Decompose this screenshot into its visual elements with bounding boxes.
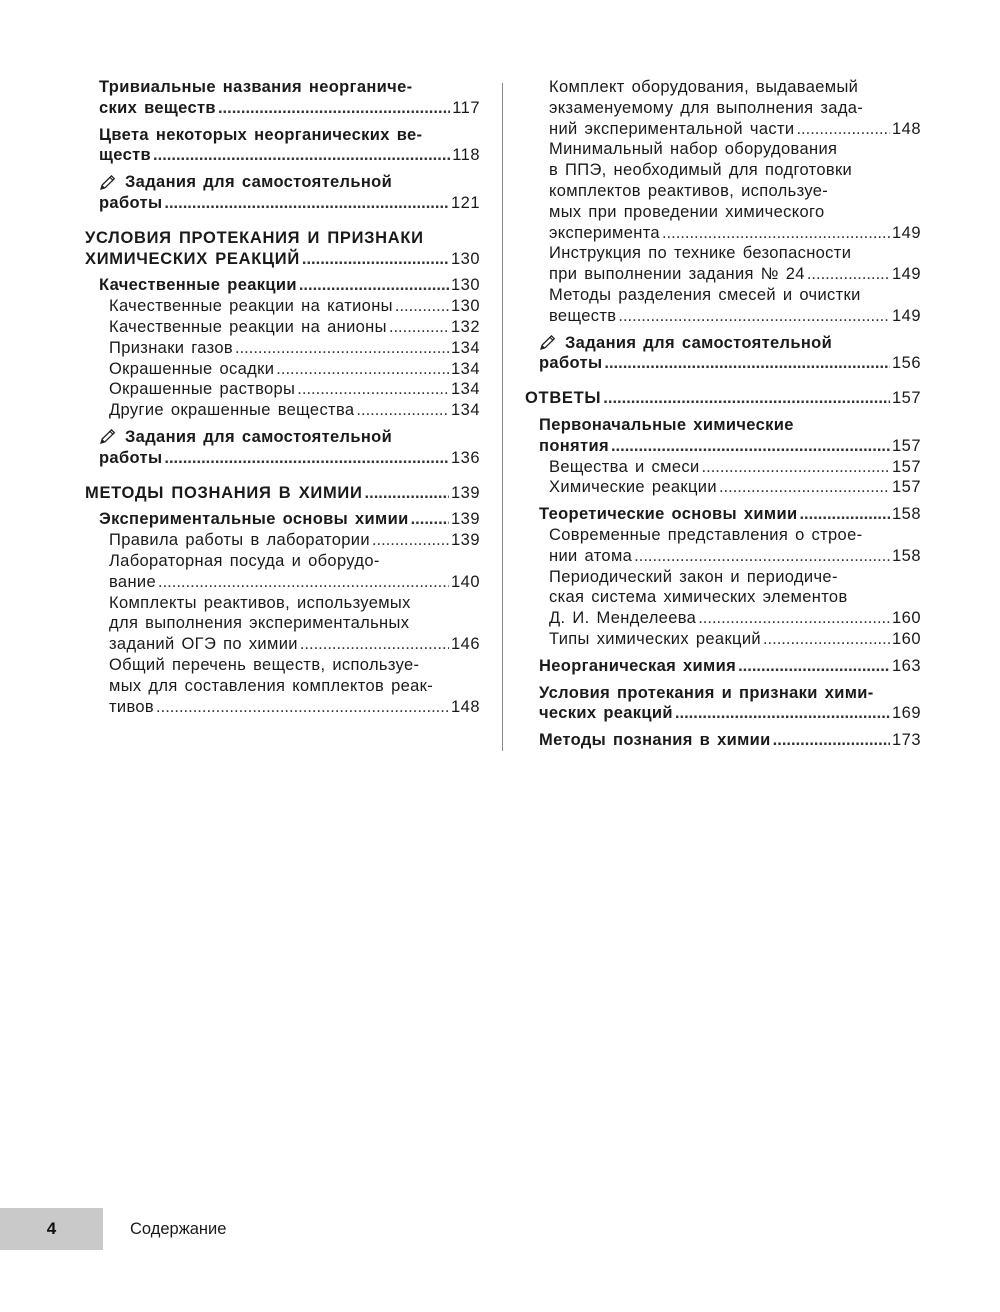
toc-entry-level-1[interactable] — [85, 275, 480, 296]
toc-entry-text: работы — [539, 354, 603, 373]
dot-leader — [763, 629, 890, 650]
toc-entry-text: МЕТОДЫ ПОЗНАНИЯ В ХИМИИ — [85, 483, 363, 502]
toc-entry-text: Условия протекания и признаки хими- — [539, 683, 874, 702]
dot-leader — [158, 572, 449, 593]
toc-page-number: 118 — [452, 146, 480, 165]
toc-entry-text: ХИМИЧЕСКИХ РЕАКЦИЙ — [85, 249, 300, 268]
page-number: 4 — [46, 1219, 57, 1238]
toc-entry-text: веществ — [549, 306, 617, 325]
toc-entry-level-1[interactable] — [525, 656, 921, 677]
dot-leader — [164, 193, 449, 214]
toc-task-entry[interactable] — [85, 427, 480, 469]
toc-task-entry[interactable] — [525, 333, 921, 375]
dot-leader — [738, 656, 890, 677]
toc-page-number: 157 — [891, 436, 921, 455]
dot-leader — [675, 703, 890, 724]
toc-entry-level-2[interactable] — [85, 379, 480, 400]
toc-entry-text: для выполнения экспериментальных — [109, 614, 410, 633]
toc-entry-text: ществ — [99, 146, 152, 165]
toc-page-number: 132 — [450, 317, 480, 336]
dot-leader — [218, 98, 450, 119]
toc-entry-text: Тривиальные названия неорганиче- — [99, 78, 413, 96]
toc-entry-text: тивов — [109, 697, 155, 716]
dot-leader — [807, 264, 890, 285]
dot-leader — [618, 306, 890, 327]
dot-leader — [164, 448, 449, 469]
toc-entry-level-2[interactable] — [85, 296, 480, 317]
toc-entry-text: Химические реакции — [549, 478, 717, 497]
toc-entry-level-2[interactable] — [85, 400, 480, 421]
toc-entry-text: комплектов реактивов, используе- — [549, 181, 829, 200]
dot-leader — [799, 504, 890, 525]
dot-leader — [604, 353, 890, 374]
toc-entry-text: ская система химических элементов — [549, 588, 848, 607]
toc-entry-level-2[interactable] — [525, 457, 921, 478]
toc-page-number: 157 — [891, 478, 921, 497]
toc-entry-level-2[interactable] — [525, 477, 921, 498]
toc-entry-text: Признаки газов — [109, 338, 233, 357]
toc-entry-text: Окрашенные осадки — [109, 359, 275, 378]
dot-leader — [300, 634, 449, 655]
dot-leader — [702, 457, 890, 478]
toc-page-number: 139 — [450, 510, 480, 529]
toc-entry-text: Минимальный набор оборудования — [549, 140, 838, 159]
dot-leader — [299, 275, 449, 296]
toc-page-number: 140 — [450, 572, 480, 591]
pencil-icon — [539, 335, 557, 351]
toc-entry-text: Методы разделения смесей и очистки — [549, 285, 861, 304]
toc-entry-text: при выполнении задания № 24 — [549, 265, 805, 284]
toc-page-number: 130 — [450, 249, 480, 268]
toc-page-number: 148 — [891, 119, 921, 138]
toc-entry-level-2[interactable] — [525, 77, 921, 139]
toc-page-number: 117 — [452, 98, 480, 117]
toc-entry-level-2[interactable] — [525, 567, 921, 629]
toc-page-number: 139 — [450, 483, 480, 502]
toc-entry-level-2[interactable] — [525, 243, 921, 285]
dot-leader — [297, 379, 449, 400]
dot-leader — [603, 388, 890, 409]
toc-entry-level-1[interactable] — [525, 730, 921, 751]
toc-page-number: 134 — [450, 401, 480, 420]
toc-entry-text: Неорганическая химия — [539, 656, 737, 675]
toc-entry-text: понятия — [539, 436, 609, 455]
dot-leader — [662, 223, 890, 244]
toc-entry-level-2[interactable] — [525, 139, 921, 243]
toc-entry-text: Типы химических реакций — [549, 629, 761, 648]
toc-page-number: 157 — [891, 389, 921, 408]
toc-entry-level-1[interactable] — [85, 125, 480, 167]
dot-leader — [276, 359, 449, 380]
toc-page-number: 157 — [891, 457, 921, 476]
toc-page-number: 149 — [891, 306, 921, 325]
toc-entry-level-0[interactable] — [525, 388, 921, 409]
dot-leader — [611, 436, 890, 457]
toc-entry-text: нии атома — [549, 546, 633, 565]
toc-entry-text: Комплект оборудования, выдаваемый — [549, 78, 859, 96]
toc-entry-text: мых при проведении химического — [549, 202, 825, 221]
toc-entry-text: работы — [99, 193, 163, 212]
dot-leader — [719, 477, 890, 498]
toc-left-column — [85, 77, 480, 717]
toc-page-number: 130 — [450, 297, 480, 316]
toc-entry-level-2[interactable] — [85, 530, 480, 551]
toc-entry-text: Первоначальные химические — [539, 415, 794, 434]
toc-entry-text: ний экспериментальной части — [549, 119, 795, 138]
toc-entry-text: Окрашенные растворы — [109, 380, 296, 399]
toc-page-number: 163 — [891, 656, 921, 675]
toc-page-number: 134 — [450, 359, 480, 378]
toc-entry-text: Вещества и смеси — [549, 457, 700, 476]
dot-leader — [395, 296, 449, 317]
toc-entry-level-1[interactable] — [525, 683, 921, 725]
toc-entry-text: Методы познания в химии — [539, 731, 771, 750]
toc-entry-text: мых для составления комплектов реак- — [109, 676, 434, 695]
toc-entry-text: экзаменуемому для выполнения зада- — [549, 98, 864, 117]
toc-entry-text: Правила работы в лаборатории — [109, 531, 370, 550]
toc-entry-text: УСЛОВИЯ ПРОТЕКАНИЯ И ПРИЗНАКИ — [85, 228, 424, 247]
toc-entry-text: работы — [99, 448, 163, 467]
dot-leader — [773, 730, 890, 751]
toc-page-number: 134 — [450, 338, 480, 357]
toc-entry-text: Качественные реакции — [99, 276, 297, 295]
toc-page-number: 156 — [891, 354, 921, 373]
toc-page-number: 134 — [450, 380, 480, 399]
toc-entry-level-0[interactable] — [85, 483, 480, 504]
toc-entry-text: Лабораторная посуда и оборудо- — [109, 551, 380, 570]
toc-page-number: 130 — [450, 276, 480, 295]
toc-entry-level-2[interactable] — [85, 338, 480, 359]
toc-entry-level-2[interactable] — [525, 629, 921, 650]
toc-entry-level-2[interactable] — [525, 525, 921, 567]
toc-entry-text: эксперимента — [549, 223, 660, 242]
toc-entry-text: Цвета некоторых неорганических ве- — [99, 125, 423, 144]
dot-leader — [365, 483, 449, 504]
toc-entry-text: заданий ОГЭ по химии — [109, 635, 298, 654]
toc-entry-text: Инструкция по технике безопасности — [549, 244, 852, 263]
toc-entry-level-2[interactable] — [85, 317, 480, 338]
toc-entry-level-2[interactable] — [525, 285, 921, 327]
dot-leader — [411, 509, 449, 530]
dot-leader — [796, 119, 890, 140]
toc-page-number: 136 — [450, 448, 480, 467]
toc-entry-text: Экспериментальные основы химии — [99, 510, 409, 529]
toc-entry-text: Общий перечень веществ, используе- — [109, 655, 420, 674]
toc-task-entry[interactable] — [85, 172, 480, 214]
toc-page-number: 139 — [450, 531, 480, 550]
dot-leader — [235, 338, 449, 359]
toc-entry-text: Современные представления о строе- — [549, 525, 863, 544]
toc-entry-text: Другие окрашенные вещества — [109, 401, 355, 420]
pencil-icon — [99, 429, 117, 445]
dot-leader — [389, 317, 449, 338]
toc-entry-text: Качественные реакции на анионы — [109, 317, 387, 336]
dot-leader — [356, 400, 449, 421]
toc-entry-text: ских веществ — [99, 98, 216, 117]
toc-page-number: 149 — [891, 265, 921, 284]
toc-right-column — [525, 77, 921, 751]
toc-entry-level-0[interactable] — [85, 228, 480, 270]
toc-entry-text: в ППЭ, необходимый для подготовки — [549, 161, 853, 180]
dot-leader — [156, 697, 449, 718]
toc-entry-text: Задания для самостоятельной — [125, 427, 393, 446]
toc-entry-text: Теоретические основы химии — [539, 505, 798, 524]
toc-entry-level-1[interactable] — [85, 77, 480, 119]
toc-page-number: 160 — [891, 629, 921, 648]
toc-entry-text: Д. И. Менделеева — [549, 609, 697, 628]
dot-leader — [302, 249, 449, 270]
toc-page-number: 148 — [450, 697, 480, 716]
toc-entry-text: Качественные реакции на катионы — [109, 297, 393, 316]
toc-entry-text: вание — [109, 572, 157, 591]
toc-page-number: 169 — [891, 704, 921, 723]
toc-entry-level-2[interactable] — [85, 359, 480, 380]
toc-page-number: 158 — [891, 505, 921, 524]
dot-leader — [698, 608, 890, 629]
dot-leader — [153, 145, 450, 166]
toc-entry-level-2[interactable] — [85, 593, 480, 655]
toc-entry-text: ОТВЕТЫ — [525, 389, 602, 408]
column-divider — [502, 83, 503, 751]
toc-entry-text: Комплекты реактивов, используемых — [109, 593, 411, 612]
toc-entry-level-1[interactable] — [85, 509, 480, 530]
toc-entry-text: Задания для самостоятельной — [125, 173, 393, 192]
toc-entry-text: ческих реакций — [539, 704, 673, 723]
pencil-icon — [99, 175, 117, 191]
running-section-title: Содержание — [130, 1219, 227, 1238]
toc-entry-level-1[interactable] — [525, 415, 921, 457]
toc-page-number: 146 — [450, 635, 480, 654]
dot-leader — [372, 530, 449, 551]
toc-entry-text: Задания для самостоятельной — [565, 333, 833, 352]
toc-page-number: 158 — [891, 546, 921, 565]
dot-leader — [634, 546, 890, 567]
toc-entry-level-2[interactable] — [85, 551, 480, 593]
toc-entry-level-2[interactable] — [85, 655, 480, 717]
toc-page-number: 173 — [891, 731, 921, 750]
toc-page-number: 160 — [891, 609, 921, 628]
toc-page-number: 149 — [891, 223, 921, 242]
toc-entry-text: Периодический закон и периодиче- — [549, 567, 838, 586]
toc-page-number: 121 — [450, 193, 480, 212]
toc-entry-level-1[interactable] — [525, 504, 921, 525]
